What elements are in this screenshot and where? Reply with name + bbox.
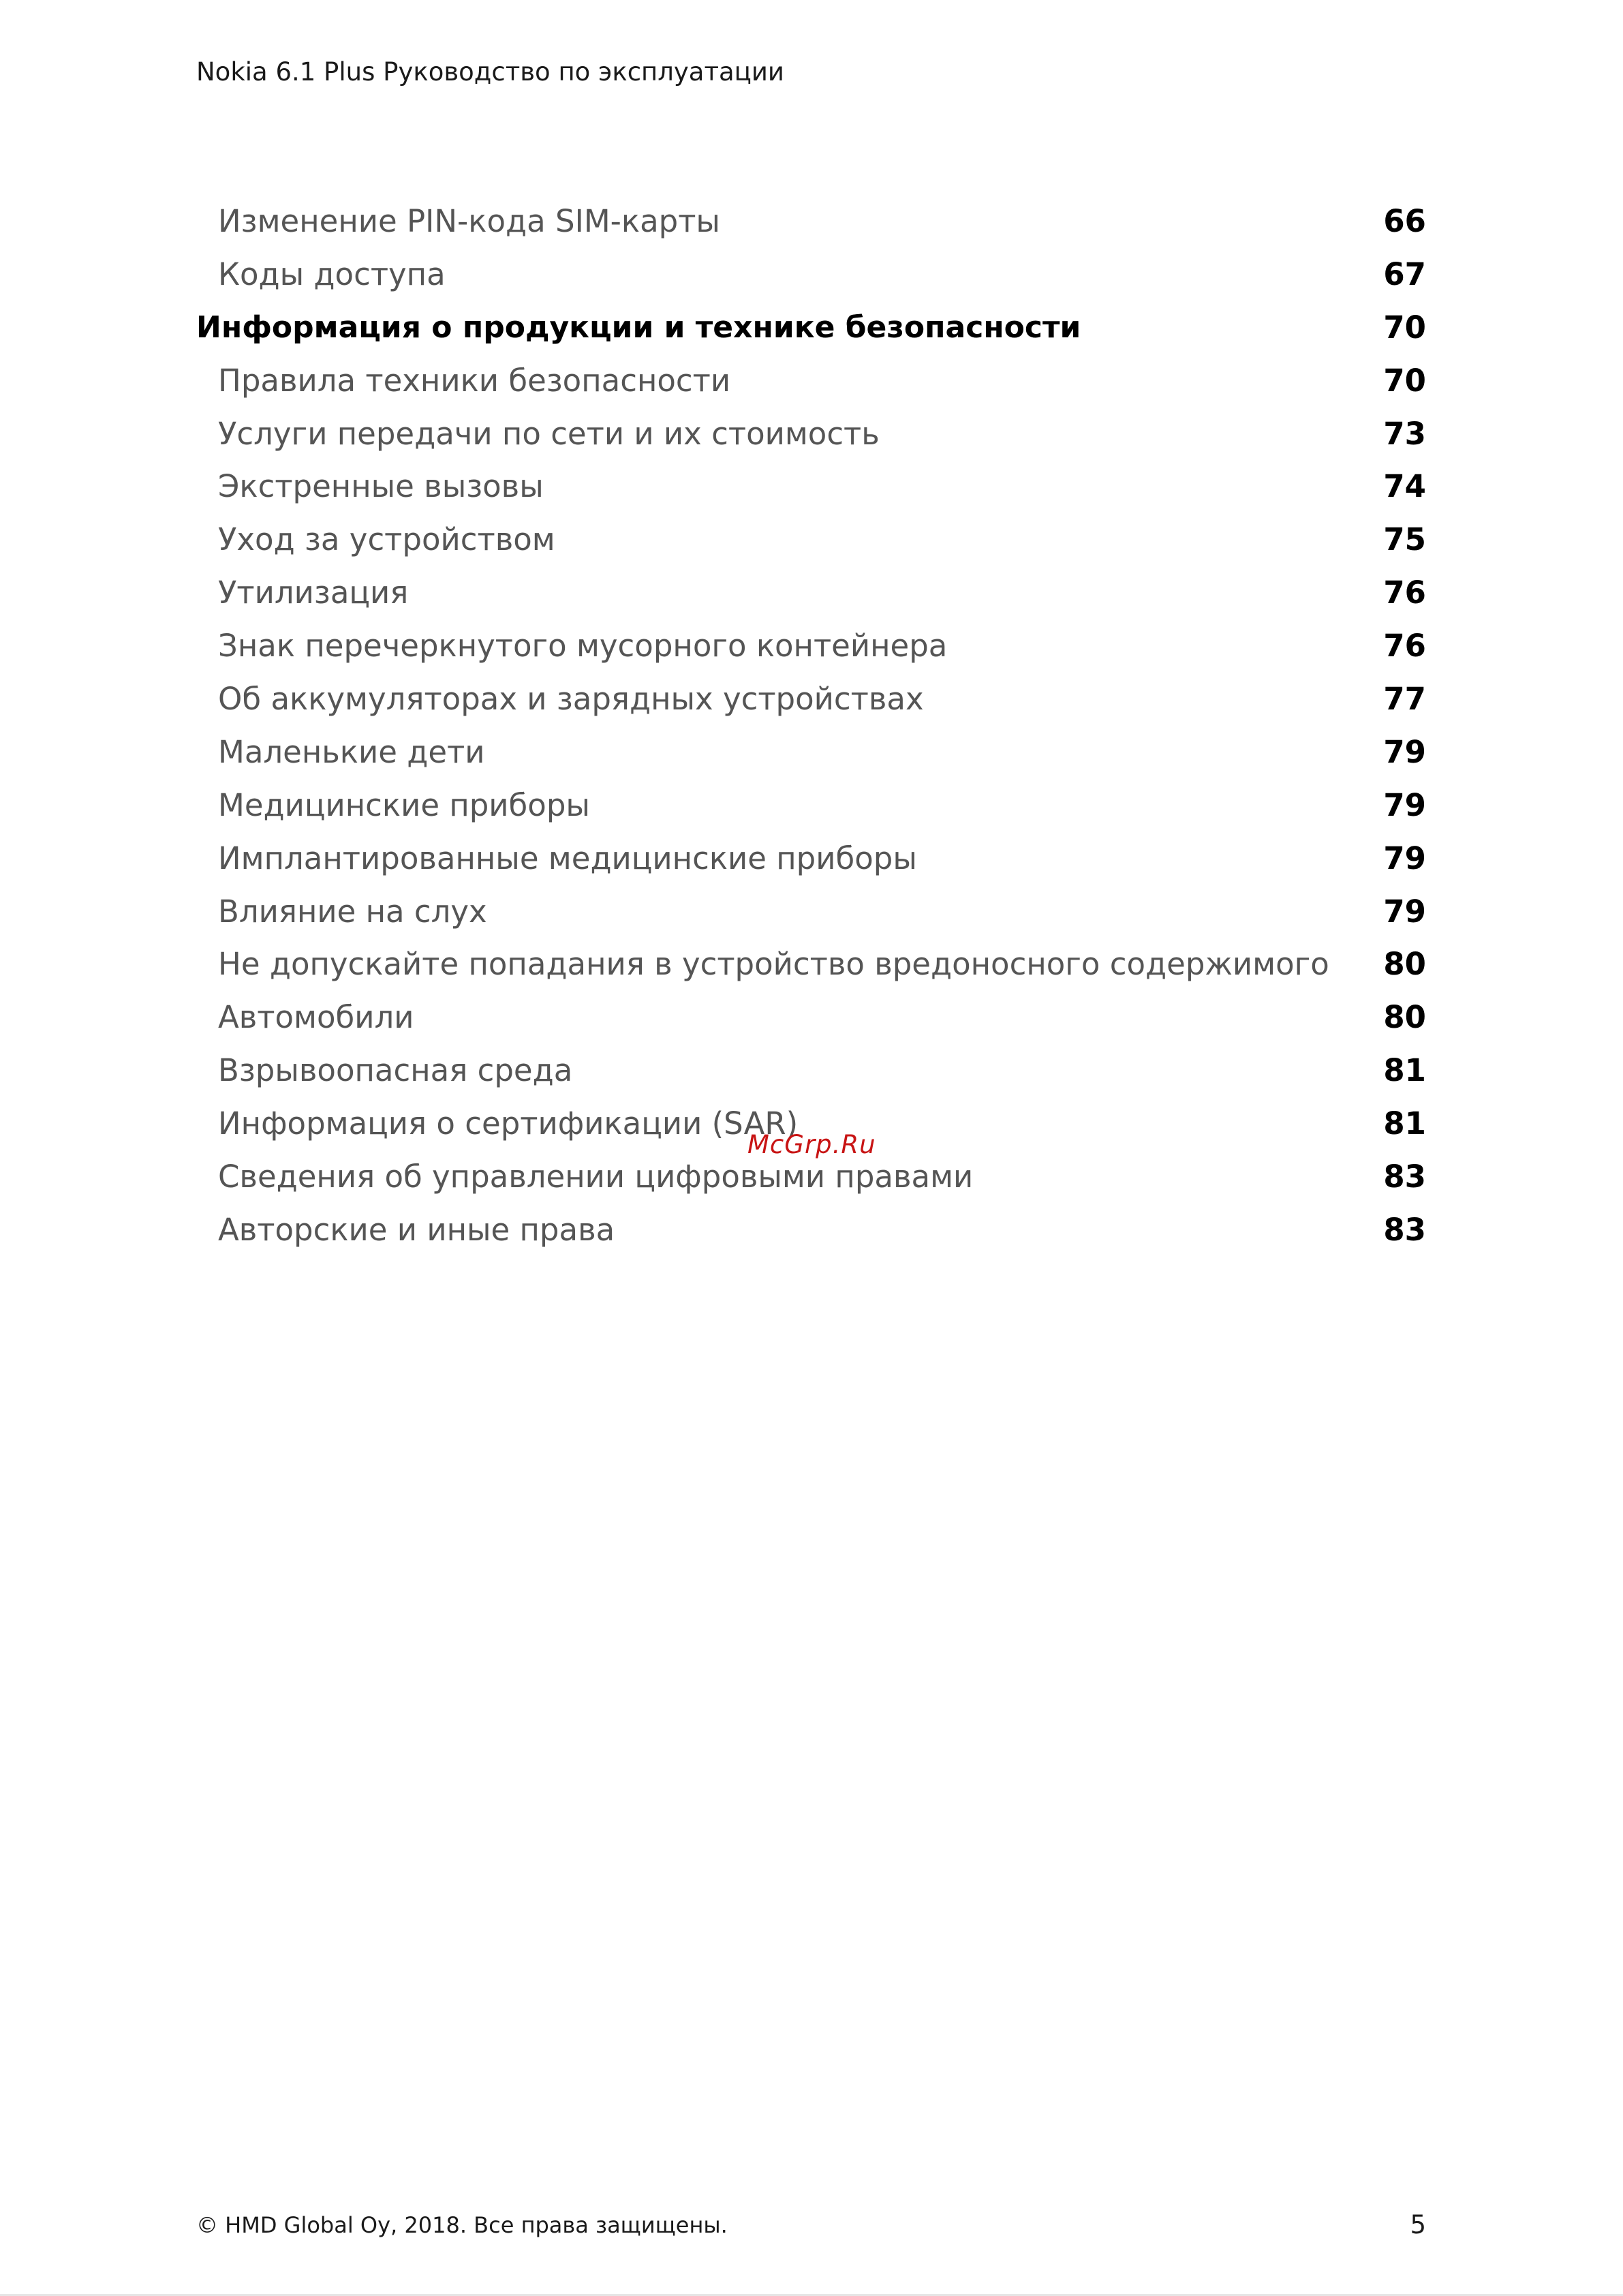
toc-entry[interactable] — [196, 566, 1426, 619]
toc-entry-title: Коды доступа — [218, 256, 446, 292]
toc-entry-title: Сведения об управлении цифровыми правами — [218, 1158, 974, 1195]
toc-entry[interactable] — [196, 1044, 1426, 1097]
toc-entry-page: 74 — [1383, 468, 1426, 505]
toc-entry-page: 67 — [1383, 256, 1426, 292]
toc-entry-page: 70 — [1383, 362, 1426, 399]
toc-entry-page: 76 — [1383, 575, 1426, 611]
toc-entry-title: Утилизация — [218, 575, 409, 611]
toc-entry-page: 66 — [1383, 202, 1426, 239]
toc-entry-title: Не допускайте попадания в устройство вредоносного содержимого — [218, 946, 1329, 983]
page-footer — [196, 2206, 1426, 2244]
toc-entry[interactable] — [196, 195, 1426, 248]
toc-entry-page: 80 — [1383, 999, 1426, 1036]
toc-entry-title: Авторские и иные права — [218, 1211, 615, 1248]
toc-entry-title: Об аккумуляторах и зарядных устройствах — [218, 680, 924, 717]
toc-entry[interactable] — [196, 248, 1426, 301]
toc-entry-page: 81 — [1383, 1105, 1426, 1142]
toc-entry[interactable] — [196, 408, 1426, 461]
toc-entry-page: 81 — [1383, 1052, 1426, 1089]
toc-entry[interactable] — [196, 673, 1426, 726]
toc-entry-title: Имплантированные медицинские приборы — [218, 840, 917, 876]
toc-entry-title: Информация о сертификации (SAR) — [218, 1105, 799, 1142]
table-of-contents — [196, 195, 1426, 1257]
toc-entry-page: 76 — [1383, 628, 1426, 664]
toc-entry-page: 80 — [1383, 946, 1426, 983]
toc-entry-title: Экстренные вызовы — [218, 468, 544, 505]
toc-entry-title: Автомобили — [218, 999, 414, 1036]
toc-entry-page: 79 — [1383, 893, 1426, 930]
toc-entry[interactable] — [196, 991, 1426, 1044]
toc-entry-page: 79 — [1383, 733, 1426, 770]
toc-entry-page: 83 — [1383, 1158, 1426, 1195]
toc-entry[interactable] — [196, 726, 1426, 779]
toc-entry[interactable] — [196, 1204, 1426, 1257]
toc-entry[interactable] — [196, 619, 1426, 673]
footer-copyright: © HMD Global Oy, 2018. Все права защищены. — [196, 2212, 728, 2238]
toc-entry[interactable] — [196, 832, 1426, 885]
toc-entry[interactable] — [196, 513, 1426, 566]
toc-entry-title: Маленькие дети — [218, 733, 485, 770]
footer-page-number: 5 — [1410, 2210, 1426, 2239]
toc-section-page: 70 — [1383, 309, 1426, 346]
toc-entry-title: Знак перечеркнутого мусорного контейнера — [218, 628, 948, 664]
watermark: McGrp.Ru — [747, 1130, 876, 1159]
toc-entry-page: 79 — [1383, 786, 1426, 823]
toc-entry[interactable] — [196, 885, 1426, 938]
toc-entry-title: Изменение PIN-кода SIM-карты — [218, 202, 720, 239]
page-header: Nokia 6.1 Plus Руководство по эксплуатации — [196, 57, 784, 87]
toc-entry[interactable] — [196, 938, 1426, 991]
toc-entry-title: Взрывоопасная среда — [218, 1052, 573, 1089]
toc-entry[interactable] — [196, 354, 1426, 408]
toc-section-heading[interactable] — [196, 301, 1426, 354]
toc-entry-page: 83 — [1383, 1211, 1426, 1248]
toc-entry[interactable] — [196, 779, 1426, 832]
toc-entry-page: 77 — [1383, 680, 1426, 717]
toc-entry-page: 75 — [1383, 521, 1426, 558]
toc-entry[interactable] — [196, 460, 1426, 513]
toc-entry-title: Уход за устройством — [218, 521, 555, 558]
toc-entry-page: 79 — [1383, 840, 1426, 876]
toc-section-title: Информация о продукции и технике безопасности — [196, 309, 1081, 345]
toc-entry-title: Влияние на слух — [218, 893, 487, 930]
toc-entry-title: Медицинские приборы — [218, 786, 590, 823]
toc-entry-page: 73 — [1383, 415, 1426, 452]
toc-entry-title: Услуги передачи по сети и их стоимость — [218, 415, 880, 452]
toc-entry-title: Правила техники безопасности — [218, 362, 731, 399]
